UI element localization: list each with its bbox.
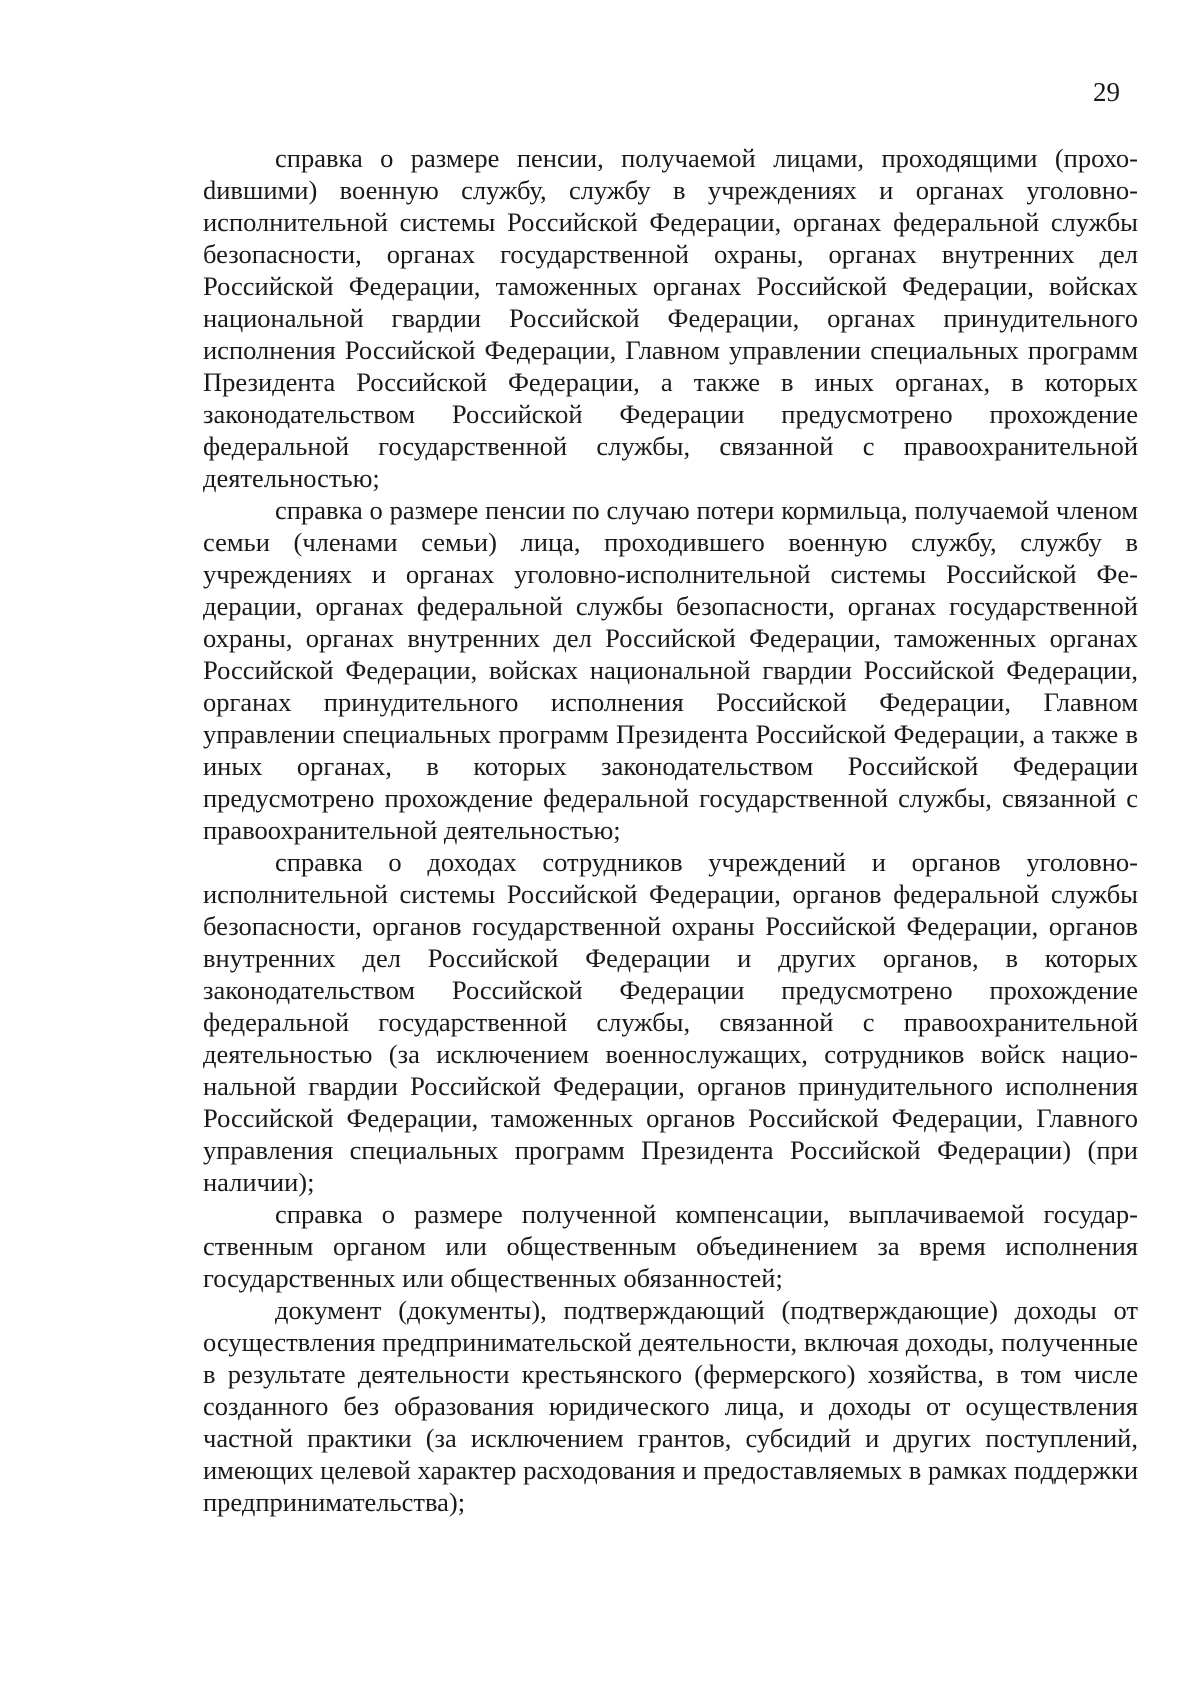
paragraph-employee-income: справка о доходах сотрудников учреждений и органов уголовно-исполнительной системы Российской Федерации, органов федеральной службы безопасности, органов государственной охраны Российской Федерации, органов внутренних дел Российской Федерации и других органов, в которых законодательством Российской Федерации предусмотрено прохождение федеральной государственной службы, связанной с правоохранительной деятельностью (за исключением военнослужащих, сотрудников войск национальной гвардии Российской Федерации, органов принудительного исполнения Российской Федерации, таможенных органов Российской Федерации, Главного управления специальных программ Президента Российской Федерации) (при наличии); <box>203 847 1138 1197</box>
page-number: 29 <box>1093 77 1120 107</box>
paragraph-survivor-pension: справка о размере пенсии по случаю потери кормильца, получаемой членом семьи (членами семьи) лица, проходившего военную службу, службу в учреждениях и органах уголовно-исполнительной системы Российской Федерации, органах федеральной службы безопасности, органах государственной охраны, органах внутренних дел Российской Федерации, таможенных органах Российской Федерации, войсках национальной гвардии Российской Федерации, органах принудительного исполнения Российской Федерации, Главном управлении специальных программ Президента Российской Федерации, а также в иных органах, в которых законодательством Российской Федерации предусмотрено прохождение федеральной государственной службы, связанной с правоохранительной деятельностью; <box>203 495 1138 845</box>
paragraph-compensation: справка о размере полученной компенсации, выплачиваемой государственным органом или общественным объединением за время исполнения государственных или общественных обязанностей; <box>203 1199 1138 1293</box>
paragraph-business-income: документ (документы), подтверждающий (подтверждающие) доходы от осуществления предпринимательской деятельности, включая доходы, полученные в результате деятельности крестьянского (фермерского) хозяйства, в том числе созданного без образования юридического лица, и доходы от осуществления частной практики (за исключением грантов, субсидий и других поступлений, имеющих целевой характер расходования и предоставляемых в рамках поддержки предпринимательства); <box>203 1295 1138 1517</box>
document-body <box>203 142 1138 1518</box>
paragraph-pension-service: справка о размере пенсии, получаемой лицами, проходящими (прохоdившими) военную службу, службу в учреждениях и органах уголовно-исполнительной системы Российской Федерации, органах федеральной службы безопасности, органах государственной охраны, органах внутренних дел Российской Федерации, таможенных органах Российской Федерации, войсках национальной гвардии Российской Федерации, органах принудительного исполнения Российской Федерации, Главном управлении специальных программ Президента Российской Федерации, а также в иных органах, в которых законодательством Российской Федерации предусмотрено прохождение федеральной государственной службы, связанной с правоохранительной деятельностью; <box>203 143 1138 493</box>
